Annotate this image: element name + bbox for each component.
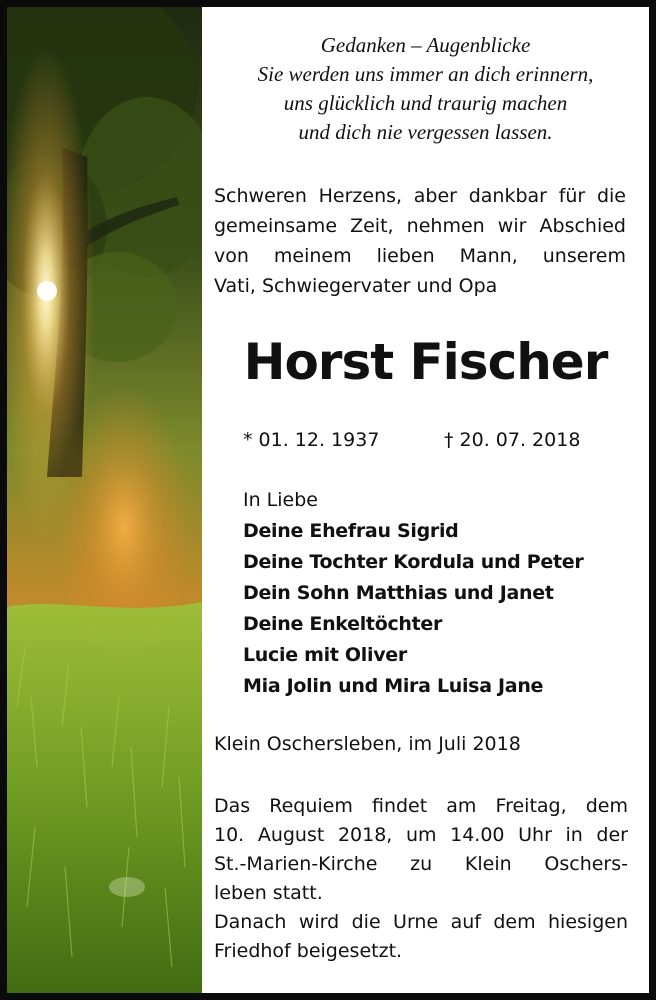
deceased-name: Horst Fischer (243, 333, 608, 391)
family-heading: In Liebe (243, 489, 318, 511)
family-member: Dein Sohn Matthias und Janet (243, 582, 554, 604)
service-line: leben statt. (214, 882, 323, 904)
intro-line: Schweren Herzens, aber dankbar für die (214, 185, 626, 207)
poem-line: uns glücklich und traurig machen (283, 91, 568, 115)
birth-date: * 01. 12. 1937 (243, 429, 380, 451)
death-date: † 20. 07. 2018 (444, 429, 581, 451)
service-line: Danach wird die Urne auf dem hiesigen (214, 911, 628, 933)
family-member: Mia Jolin und Mira Luisa Jane (243, 675, 544, 697)
intro-line: gemeinsame Zeit, nehmen wir Abschied (214, 215, 626, 237)
place-date: Klein Oschersleben, im Juli 2018 (214, 733, 521, 755)
family-member: Lucie mit Oliver (243, 644, 407, 666)
service-line: Das Requiem findet am Freitag, dem (214, 795, 628, 817)
intro-text (214, 181, 626, 301)
service-line: St.-Marien-Kirche zu Klein Oschers- (214, 853, 628, 875)
family-member: Deine Enkeltöchter (243, 613, 443, 635)
intro-line: Vati, Schwiegervater und Opa (214, 275, 498, 297)
poem-line: Gedanken – Augenblicke (320, 33, 531, 57)
service-info (214, 792, 628, 966)
service-line: 10. August 2018, um 14.00 Uhr in der (214, 824, 628, 846)
family-signatures (243, 485, 583, 702)
poem-line: Sie werden uns immer an dich erinnern, (257, 62, 594, 86)
intro-line: von meinem lieben Mann, unserem (214, 245, 626, 267)
text-panel (202, 7, 649, 993)
family-member: Deine Tochter Kordula und Peter (243, 551, 584, 573)
service-line: Friedhof beigesetzt. (214, 940, 403, 962)
poem (202, 31, 649, 147)
poem-line: und dich nie vergessen lassen. (298, 120, 553, 144)
family-member: Deine Ehefrau Sigrid (243, 520, 459, 542)
forest-sunrise-photo (7, 7, 202, 993)
